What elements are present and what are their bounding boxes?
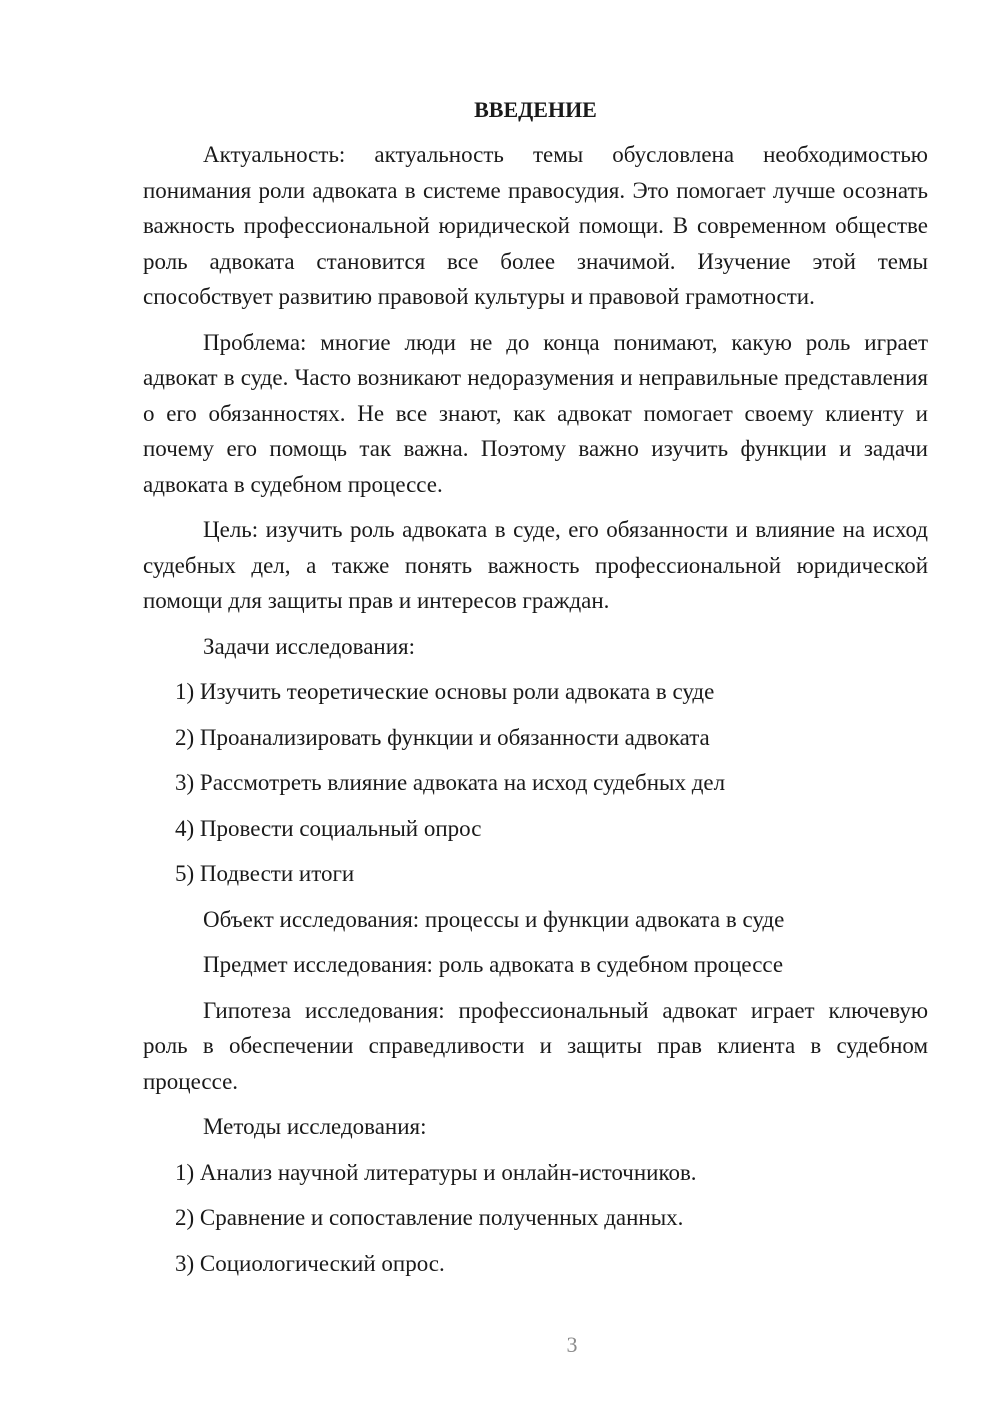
list-item: 2) Сравнение и сопоставление полученных данных. [175,1205,684,1230]
list-item: 2) Проанализировать функции и обязанности адвоката [175,724,710,750]
list-item: 5) Подвести итоги [175,861,355,886]
hypothesis-paragraph: Гипотеза исследования: профессиональный адвокат играет ключевую роль в обеспечении справедливости и защиты прав клиента в судебном процессе. [143,997,928,1094]
methods-list [143,1155,928,1282]
list-item: 4) Провести социальный опрос [175,815,482,841]
page-number: 3 [566,1332,578,1357]
tasks-list [143,674,928,892]
subject-line: Предмет исследования: роль адвоката в судебном процессе [203,952,784,977]
list-item: 1) Изучить теоретические основы роли адвоката в суде [175,679,715,704]
object-line: Объект исследования: процессы и функции адвоката в суде [203,906,785,932]
list-item: 1) Анализ научной литературы и онлайн-источников. [175,1159,697,1185]
list-item: 3) Социологический опрос. [175,1250,445,1276]
tasks-heading: Задачи исследования: [203,633,416,659]
problem-paragraph: Проблема: многие люди не до конца понимают, какую роль играет адвокат в суде. Часто возникают недоразумения и неправильные представления о его обязанностях. Не все знают, как адвокат помогает своему клиенту и почему его помощь так важна. Поэтому важно изучить функции и задачи адвоката в судебном процессе. [143,329,928,497]
section-title: ВВЕДЕНИЕ [474,97,597,122]
relevance-paragraph: Актуальность: актуальность темы обусловлена необходимостью понимания роли адвоката в системе правосудия. Это помогает лучше осознать важность профессиональной юридической помощи. В современном обществе роль адвоката становится все более значимой. Изучение этой темы способствует развитию правовой культуры и правовой грамотности. [143,142,928,309]
document-page [143,95,928,1291]
goal-paragraph: Цель: изучить роль адвоката в суде, его обязанности и влияние на исход судебных дел, а также понять важность профессиональной юридической помощи для защиты прав и интересов граждан. [143,517,928,613]
methods-heading: Методы исследования: [203,1114,427,1139]
list-item: 3) Рассмотреть влияние адвоката на исход судебных дел [175,770,726,795]
